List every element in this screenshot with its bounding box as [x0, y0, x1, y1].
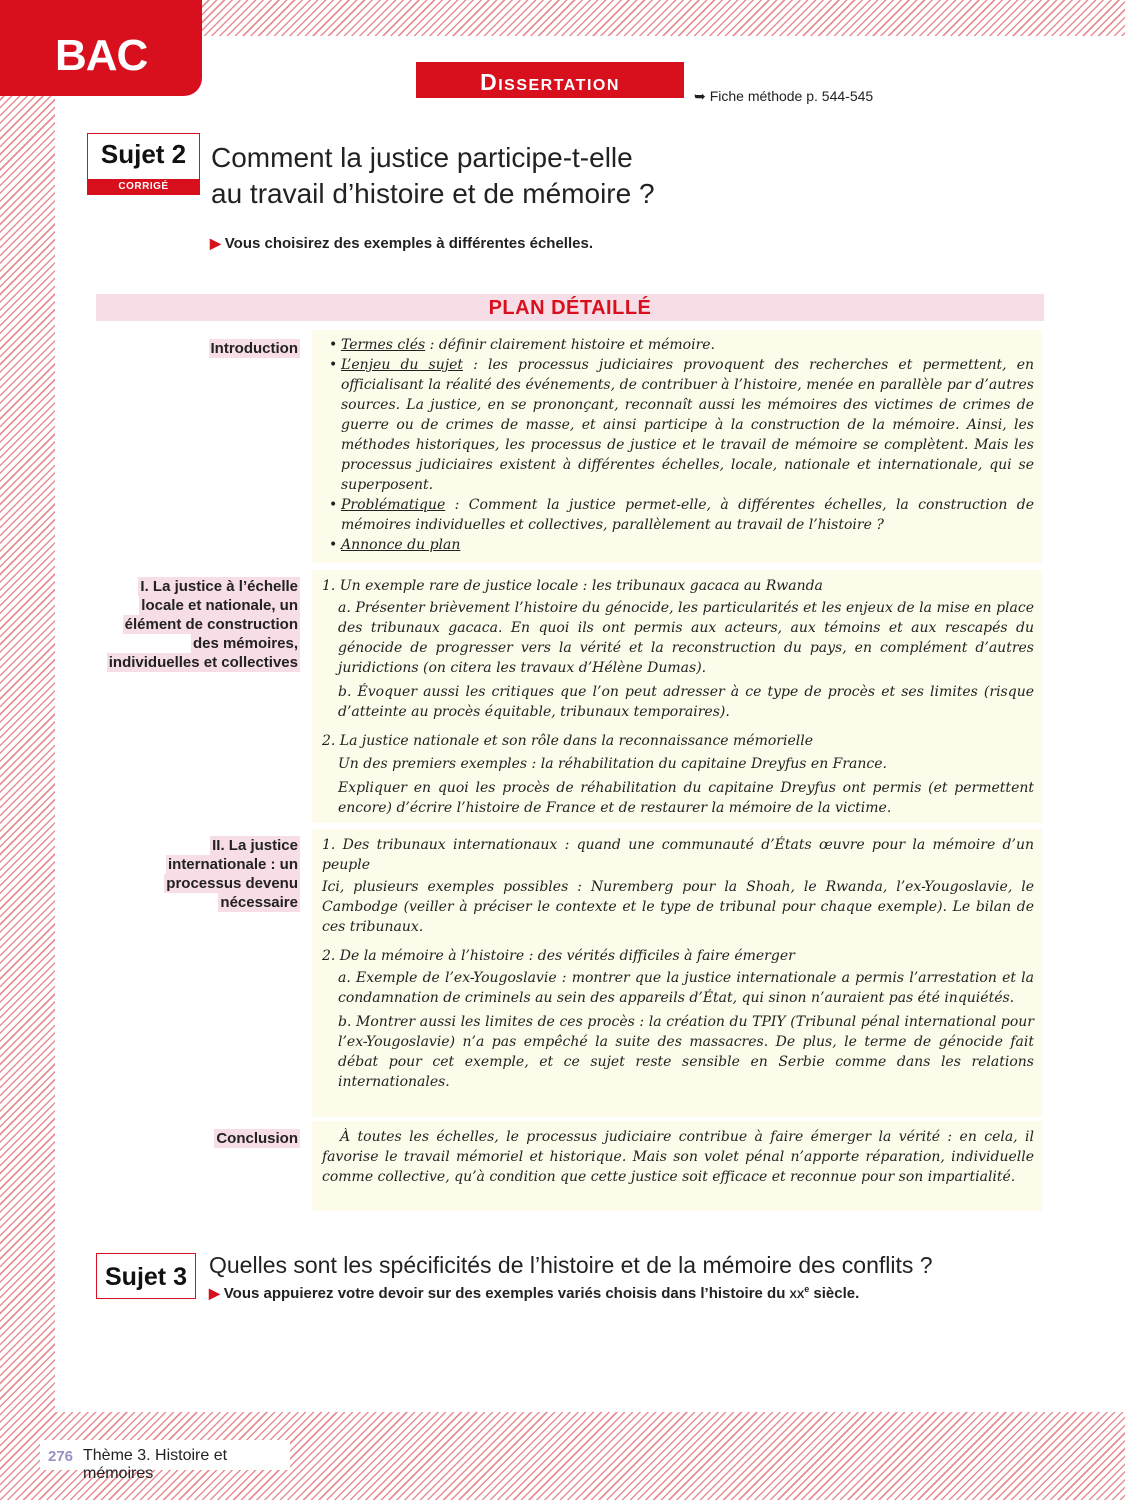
bac-tab: BAC — [0, 0, 202, 96]
part-1-label: I. La justice à l’échelle locale et nationale, un élément de construction des mémoires, individuelles et collectives — [108, 578, 298, 671]
part-2-label: II. La justice internationale : un processus devenu nécessaire — [166, 837, 298, 911]
sujet-2-label: Sujet 2 — [100, 139, 187, 169]
corrige-badge: CORRIGÉ — [88, 179, 199, 194]
fiche-methode-link[interactable]: ➥ Fiche méthode p. 544-545 — [694, 88, 874, 104]
sujet-2-question: Comment la justice participe-t-elle au travail d’histoire et de mémoire ? — [211, 142, 655, 209]
triangle-icon: ▶ — [210, 235, 221, 251]
conclusion-block: À toutes les échelles, le processus judiciaire contribue à faire émerger la vérité : en cela, il favorise le travail mémoriel et historique. Mais son volet pénal n’apporte réparation, individuelle comme collective, qu’à condition que cette justice soit efficace et reconnue pour son impartialité. — [312, 1121, 1042, 1211]
page-number: 276 — [48, 1448, 74, 1465]
sujet-3-box — [96, 1253, 196, 1299]
plan-title: PLAN DÉTAILLÉ — [96, 294, 1044, 321]
triangle-icon: ▶ — [209, 1285, 220, 1301]
part-2-block: 1. Des tribunaux internationaux : quand une communauté d’États œuvre pour la mémoire d’un peuple Ici, plusieurs exemples possibles : Nuremberg pour la Shoah, le Rwanda, l’ex-Yougoslavie, le Cambodge (veiller à préciser le contexte et le type de tribunal pour chaque exemple). Le bilan de ces tribunaux. 2. De la mémoire à l’histoire : des vérités difficiles à faire émerger a. Exemple de l’ex-Yougoslavie : montrer que la justice internationale a permis l’arrestation et la condamnation de criminels au sein des appareils d’État, qui sinon n’auraient pas été inquiétés. b. Montrer aussi les limites de ces procès : la création du TPIY (Tribunal pénal international pour l’ex-Yougoslavie) n’a pas empêché la suite des massacres. De plus, le terme de génocide fait débat pour cet exemple, et ce sujet reste sensible en Serbie comme dans les relations internationales. — [312, 829, 1042, 1117]
dissertation-banner: Dissertation — [416, 62, 684, 98]
sujet-2-instruction: ▶ Vous choisirez des exemples à différentes échelles. — [210, 235, 593, 252]
sujet-3-label: Sujet 3 — [105, 1263, 187, 1291]
sujet-3-question: Quelles sont les spécificités de l’histoire et de la mémoire des conflits ? — [209, 1252, 933, 1278]
introduction-block: • Termes clés : définir clairement histoire et mémoire. • L’enjeu du sujet : les processus judiciaires provoquent des recherches et permettent, en officialisant la réalité des événements, de contribuer à l’histoire, menée en parallèle par d’autres sources. La justice, en se prononçant, reconnaît aussi les mémoires des victimes de crimes de guerre ou de crimes de masse, et ainsi participe à la construction de la mémoire. Ainsi, les méthodes historiques, les processus de justice et le travail de mémoire se complètent. Mais les processus judiciaires existent à différentes échelles, locale, nationale et internationale, qui se superposent. • Problématique : Comment la justice permet-elle, à différentes échelles, la construction de mémoires individuelles et collectives, parallèlement au travail de l’histoire ? • Annonce du plan — [312, 330, 1042, 563]
arrow-icon: ➥ — [694, 88, 706, 104]
introduction-label: Introduction — [210, 340, 298, 357]
sujet-3-instruction: ▶ Vous appuierez votre devoir sur des exemples variés choisis dans l’histoire du $xx^e$ siècle. — [209, 1284, 860, 1302]
part-1-block: 1. Un exemple rare de justice locale : les tribunaux gacaca au Rwanda a. Présenter brièvement l’histoire du génocide, les particularités et les enjeux de la mise en place des tribunaux gacaca. En quoi ils ont permis aux acteurs, aux témoins et aux rescapés du génocide de progresser vers la vérité et la reconstruction du pays, en complément d’autres juridictions (on citera les travaux d’Hélène Dumas). b. Évoquer aussi les critiques que l’on peut adresser à ce type de procès et ses limites (risque d’atteinte au procès équitable, tribunaux temporaires). 2. La justice nationale et son rôle dans la reconnaissance mémorielle Un des premiers exemples : la réhabilitation du capitaine Dreyfus en France. Expliquer en quoi les procès de réhabilitation du capitaine Dreyfus ont permis (et permettent encore) d’écrire l’histoire de France et de restaurer la mémoire de la victime. — [312, 570, 1042, 823]
footer — [40, 1440, 290, 1482]
theme-title: Thème 3. Histoire et mémoires — [83, 1447, 228, 1482]
sujet-2-box — [87, 133, 200, 195]
conclusion-label: Conclusion — [216, 1130, 298, 1147]
